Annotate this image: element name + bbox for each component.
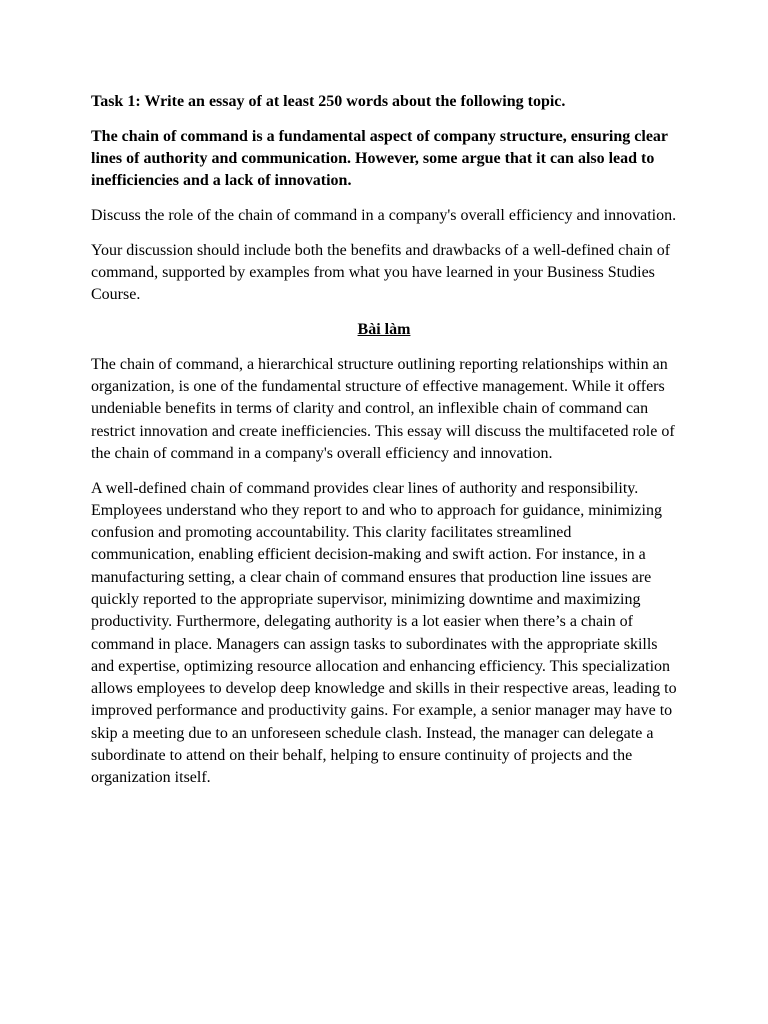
instruction-paragraph: Discuss the role of the chain of command in a company's overall efficiency and innovation. xyxy=(91,206,677,224)
instruction-paragraph: Your discussion should include both the benefits and drawbacks of a well-defined chain of command, supported by examples from what you have learned in your Business Studies Course. xyxy=(91,241,671,304)
task-line: Task 1: Write an essay of at least 250 words about the following topic. xyxy=(91,93,566,110)
document-body xyxy=(91,91,677,802)
topic-statement: The chain of command is a fundamental aspect of company structure, ensuring clear lines of authority and communication. However, some argue that it can also lead to inefficiencies and a lack of innovation. xyxy=(91,127,668,190)
essay-paragraph: The chain of command, a hierarchical structure outlining reporting relationships within an organization, is one of the fundamental structure of effective management. While it offers undeniable benefits in terms of clarity and control, an inflexible chain of command can restrict innovation and create inefficiencies. This essay will discuss the multifaceted role of the chain of command in a company's overall efficiency and innovation. xyxy=(91,355,675,462)
essay-paragraph: A well-defined chain of command provides clear lines of authority and responsibility. Employees understand who they report to and who to approach for guidance, minimizing confusion and promoting accountability. This clarity facilitates streamlined communication, enabling efficient decision-making and swift action. For instance, in a manufacturing setting, a clear chain of command ensures that production line issues are quickly reported to the appropriate supervisor, minimizing downtime and maximizing productivity. Furthermore, delegating authority is a lot easier when there’s a chain of command in place. Managers can assign tasks to subordinates with the appropriate skills and expertise, optimizing resource allocation and enhancing efficiency. This specialization allows employees to develop deep knowledge and skills in their respective areas, leading to improved performance and productivity gains. For example, a senior manager may have to skip a meeting due to an unforeseen schedule clash. Instead, the manager can delegate a subordinate to attend on their behalf, helping to ensure continuity of projects and the organization itself. xyxy=(91,479,677,787)
answer-heading: Bài làm xyxy=(357,320,411,338)
